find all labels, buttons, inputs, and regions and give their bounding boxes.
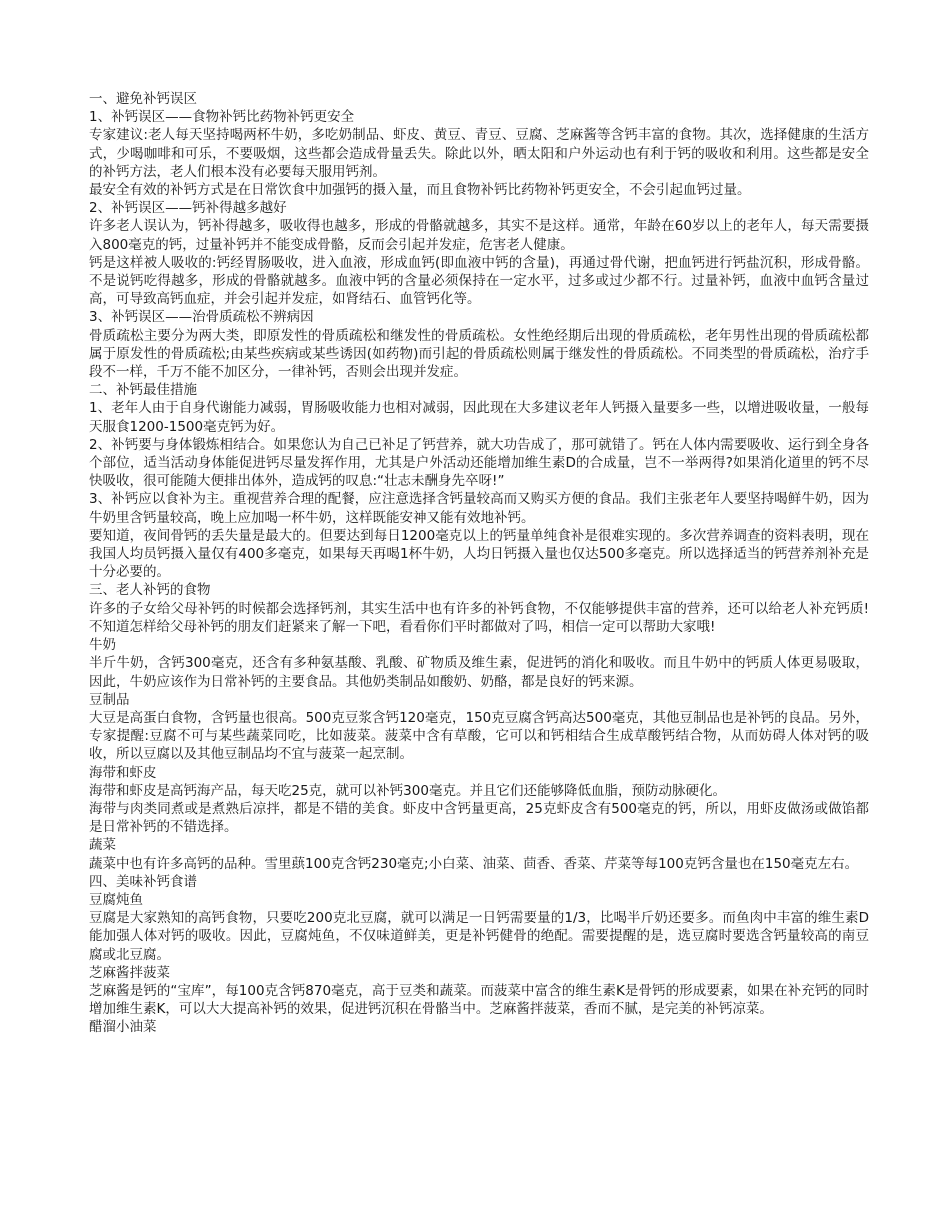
paragraph: 芝麻酱是钙的“宝库”，每100克含钙870毫克，高于豆类和蔬菜。而菠菜中富含的维生素K是骨钙的形成要素，如果在补充钙的同时增加维生素K，可以大大提高补钙的效果，促进钙沉积在骨骼当中。芝麻酱拌菠菜，香而不腻，是完美的补钙凉菜。 <box>89 982 869 1018</box>
paragraph: 3、补钙应以食补为主。重视营养合理的配餐，应注意选择含钙量较高而又购买方便的食品。我们主张老年人要坚持喝鲜牛奶，因为牛奶里含钙量较高，晚上应加喝一杯牛奶，这样既能安神又能有效地补钙。 <box>89 491 869 526</box>
section-heading: 四、美味补钙食谱 <box>89 873 197 890</box>
paragraph: 2、补钙要与身体锻炼相结合。如果您认为自己已补足了钙营养，就大功告成了，那可就错了。钙在人体内需要吸收、运行到全身各个部位，适当活动身体能促进钙尽量发挥作用，尤其是户外活动还能增加维生素D的合成量，岂不一举两得?如果消化道里的钙不尽快吸收，很可能随大便排出体外，造成钙的叹息:“壮志未酬身先卒呀!” <box>89 436 869 490</box>
section-heading: 三、老人补钙的食物 <box>89 582 211 599</box>
paragraph: 豆腐是大家熟知的高钙食物，只要吃200克北豆腐，就可以满足一日钙需要量的1/3，比喝半斤奶还要多。而鱼肉中丰富的维生素D能加强人体对钙的吸收。因此，豆腐炖鱼，不仅味道鲜美，更是补钙健骨的绝配。需要提醒的是，选豆腐时要选含钙量较高的南豆腐或北豆腐。 <box>89 910 869 963</box>
subsection-heading: 1、补钙误区——食物补钙比药物补钙更安全 <box>89 109 355 126</box>
food-heading: 蔬菜 <box>89 837 116 854</box>
paragraph: 半斤牛奶，含钙300毫克，还含有多种氨基酸、乳酸、矿物质及维生素，促进钙的消化和吸收。而且牛奶中的钙质人体更易吸取，因此，牛奶应该作为日常补钙的主要食品。其他奶类制品如酸奶、奶酪，都是良好的钙来源。 <box>89 655 870 690</box>
paragraph: 许多老人误认为，钙补得越多，吸收得也越多，形成的骨骼就越多，其实不是这样。通常，年龄在60岁以上的老年人，每天需要摄入800毫克的钙，过量补钙并不能变成骨骼，反而会引起并发症，危害老人健康。 <box>89 218 869 253</box>
paragraph: 1、老年人由于自身代谢能力减弱，胃肠吸收能力也相对减弱，因此现在大多建议老年人钙摄入量要多一些，以增进吸收量，一般每天服食1200-1500毫克钙为好。 <box>89 400 869 435</box>
food-heading: 海带和虾皮 <box>89 764 157 781</box>
recipe-heading: 芝麻酱拌菠菜 <box>89 964 170 981</box>
subsection-heading: 3、补钙误区——治骨质疏松不辨病因 <box>89 309 314 326</box>
document-body <box>89 90 869 1037</box>
subsection-heading: 2、补钙误区——钙补得越多越好 <box>89 200 287 217</box>
food-heading: 牛奶 <box>89 637 116 654</box>
paragraph: 海带与肉类同煮或是煮熟后凉拌，都是不错的美食。虾皮中含钙量更高，25克虾皮含有500毫克的钙，所以，用虾皮做汤或做馅都是日常补钙的不错选择。 <box>89 800 869 836</box>
section-heading: 二、补钙最佳措施 <box>89 382 197 399</box>
paragraph: 要知道，夜间骨钙的丢失量是最大的。但要达到每日1200毫克以上的钙量单纯食补是很难实现的。多次营养调查的资料表明，现在我国人均员钙摄入量仅有400多毫克，如果每天再喝1杯牛奶，人均日钙摄入量也仅达500多毫克。所以选择适当的钙营养剂补充是十分必要的。 <box>89 527 869 581</box>
recipe-heading: 醋溜小油菜 <box>89 1019 157 1036</box>
paragraph: 骨质疏松主要分为两大类，即原发性的骨质疏松和继发性的骨质疏松。女性绝经期后出现的骨质疏松，老年男性出现的骨质疏松都属于原发性的骨质疏松;由某些疾病或某些诱因(如药物)而引起的骨质疏松则属于继发性的骨质疏松。不同类型的骨质疏松，治疗手段不一样，千万不能不加区分，一律补钙，否则会出现并发症。 <box>89 327 869 381</box>
paragraph: 钙是这样被人吸收的:钙经胃肠吸收，进入血液，形成血钙(即血液中钙的含量)，再通过骨代谢，把血钙进行钙盐沉积，形成骨骼。不是说钙吃得越多，形成的骨骼就越多。血液中钙的含量必须保持在一定水平，过多或过少都不行。过量补钙，血液中血钙含量过高，可导致高钙血症，并会引起并发症，如肾结石、血管钙化等。 <box>89 254 869 308</box>
paragraph: 蔬菜中也有许多高钙的品种。雪里蕻100克含钙230毫克;小白菜、油菜、茴香、香菜、芹菜等每100克钙含量也在150毫克左右。 <box>89 855 859 872</box>
paragraph: 最安全有效的补钙方式是在日常饮食中加强钙的摄入量，而且食物补钙比药物补钙更安全，不会引起血钙过量。 <box>89 182 751 199</box>
paragraph: 大豆是高蛋白食物，含钙量也很高。500克豆浆含钙120毫克，150克豆腐含钙高达500毫克，其他豆制品也是补钙的良品。另外，专家提醒:豆腐不可与某些蔬菜同吃，比如菠菜。菠菜中含有草酸，它可以和钙相结合生成草酸钙结合物，从而妨碍人体对钙的吸收，所以豆腐以及其他豆制品均不宜与菠菜一起烹制。 <box>89 709 869 763</box>
paragraph: 海带和虾皮是高钙海产品，每天吃25克，就可以补钙300毫克。并且它们还能够降低血脂，预防动脉硬化。 <box>89 782 726 799</box>
recipe-heading: 豆腐炖鱼 <box>89 891 143 908</box>
paragraph: 许多的子女给父母补钙的时候都会选择钙剂，其实生活中也有许多的补钙食物，不仅能够提供丰富的营养，还可以给老人补充钙质!不知道怎样给父母补钙的朋友们赶紧来了解一下吧，看看你们平时都做对了吗，相信一定可以帮助大家哦! <box>89 600 869 635</box>
section-heading: 一、避免补钙误区 <box>89 91 197 107</box>
paragraph: 专家建议:老人每天坚持喝两杯牛奶，多吃奶制品、虾皮、黄豆、青豆、豆腐、芝麻酱等含钙丰富的食物。其次，选择健康的生活方式，少喝咖啡和可乐，不要吸烟，这些都会造成骨量丢失。除此以外，晒太阳和户外运动也有利于钙的吸收和利用。这些都是安全的补钙方法，老人们根本没有必要每天服用钙剂。 <box>89 127 869 180</box>
food-heading: 豆制品 <box>89 691 130 708</box>
